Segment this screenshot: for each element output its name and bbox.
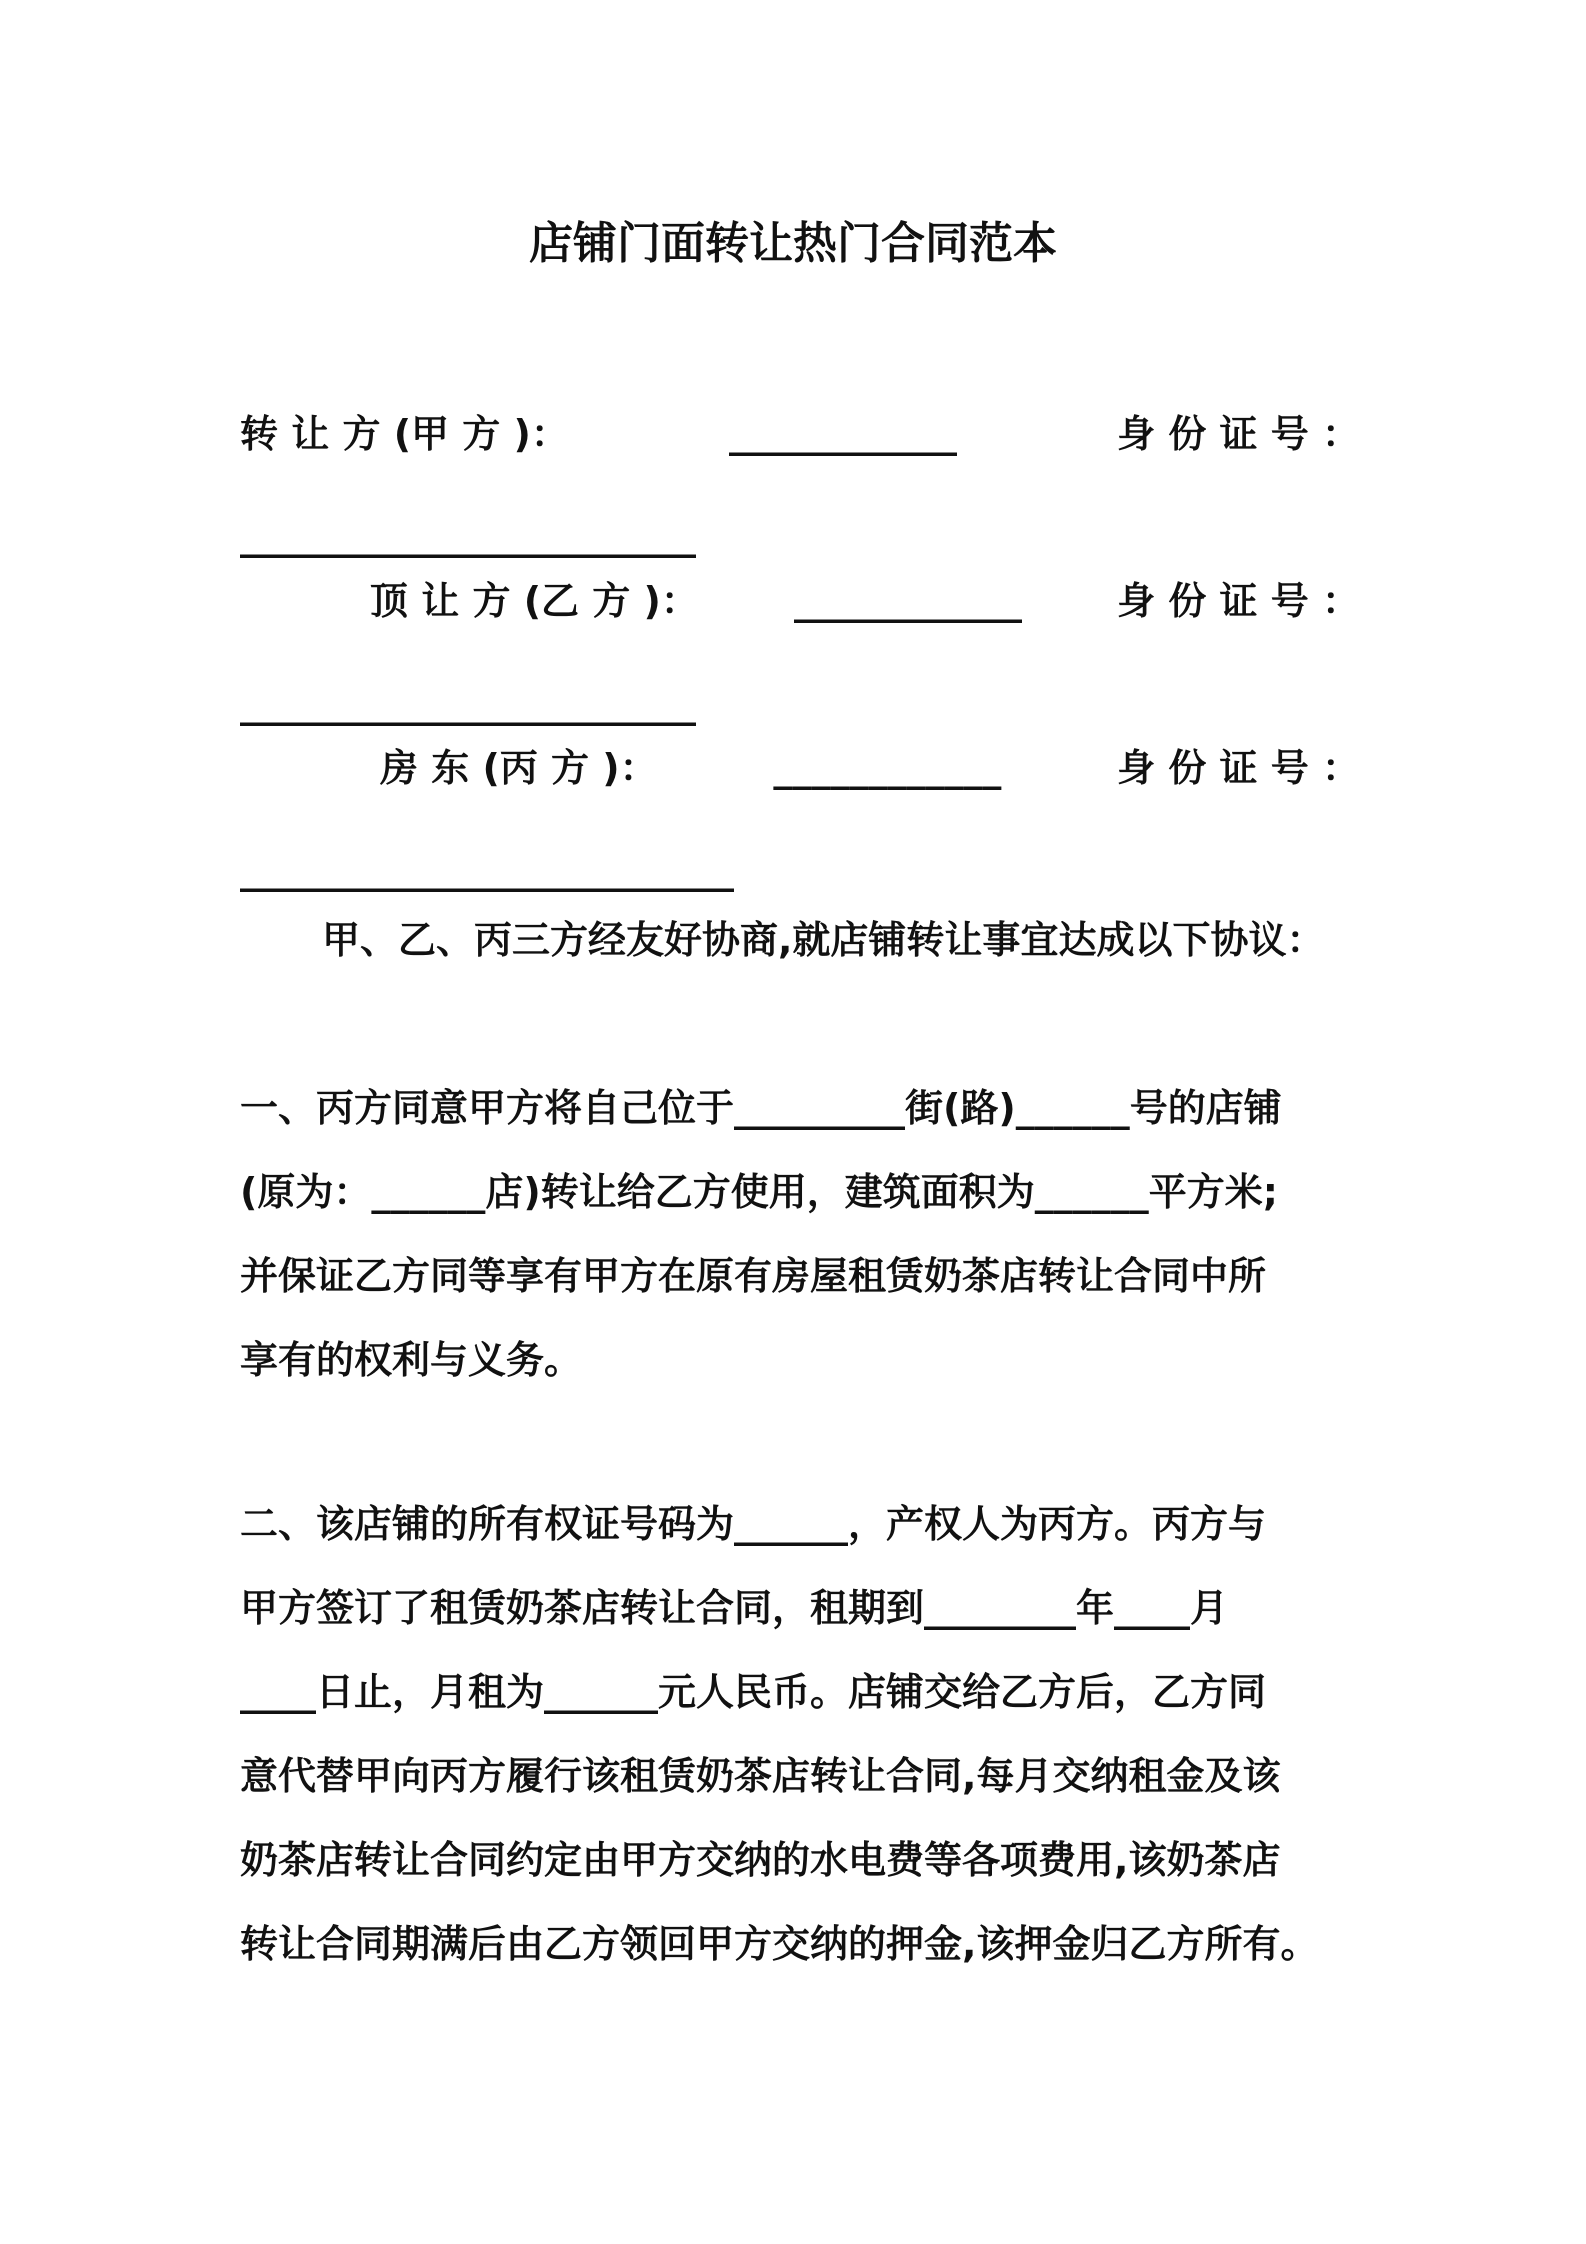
party-transferor-name-blank: ____________ [728,412,957,456]
party-transferee-line [370,575,1360,627]
clause-one-line: 享有的权利与义务。 [240,1338,583,1382]
clause-one-line: (原为：______店)转让给乙方使用，建筑面积为______平方米; [240,1170,1278,1214]
party-transferee-id-label: 身 份 证 号 ： [1117,579,1360,623]
party-landlord-label: 房 东 (丙 方 )： [380,746,658,790]
clause-one-line: 并保证乙方同等享有甲方在原有房屋租赁奶茶店转让合同中所 [240,1254,1267,1298]
clause-two-line: 奶茶店转让合同约定由甲方交纳的水电费等各项费用,该奶茶店 [240,1838,1281,1882]
agreement-intro: 甲、乙、丙三方经友好协商,就店铺转让事宜达成以下协议： [322,918,1325,962]
party-landlord-id-blank: __________________________ [240,848,734,892]
party-transferor-line [240,408,1360,460]
party-transferor-id-label: 身 份 证 号 ： [1117,412,1360,456]
clause-two-line: 意代替甲向丙方履行该租赁奶茶店转让合同,每月交纳租金及该 [240,1754,1281,1798]
party-transferee-name-blank: ____________ [793,579,1022,623]
party-transferor-label: 转 让 方 (甲 方 )： [240,412,569,456]
party-landlord-id-label: 身 份 证 号 ： [1117,746,1360,790]
clause-two-line: 转让合同期满后由乙方领回甲方交纳的押金,该押金归乙方所有。 [240,1922,1319,1966]
party-transferee-id-blank: ________________________ [240,682,696,726]
document-title: 店铺门面转让热门合同范本 [529,218,1057,269]
clause-one-line: 一、丙方同意甲方将自己位于_________街(路)______号的店铺 [240,1086,1282,1130]
clause-two [240,1482,1360,1986]
clause-one [240,1066,1360,1402]
clause-two-line: ____日止，月租为______元人民币。店铺交给乙方后，乙方同 [240,1670,1267,1714]
clause-two-line: 二、该店铺的所有权证号码为______，产权人为丙方。丙方与 [240,1502,1267,1546]
party-landlord-line [380,742,1360,794]
party-landlord-name-blank: ____________ [773,746,1002,790]
party-transferor-id-blank: ________________________ [240,514,696,558]
party-transferee-label: 顶 让 方 (乙 方 )： [370,579,699,623]
clause-two-line: 甲方签订了租赁奶茶店转让合同，租期到________年____月 [240,1586,1229,1630]
